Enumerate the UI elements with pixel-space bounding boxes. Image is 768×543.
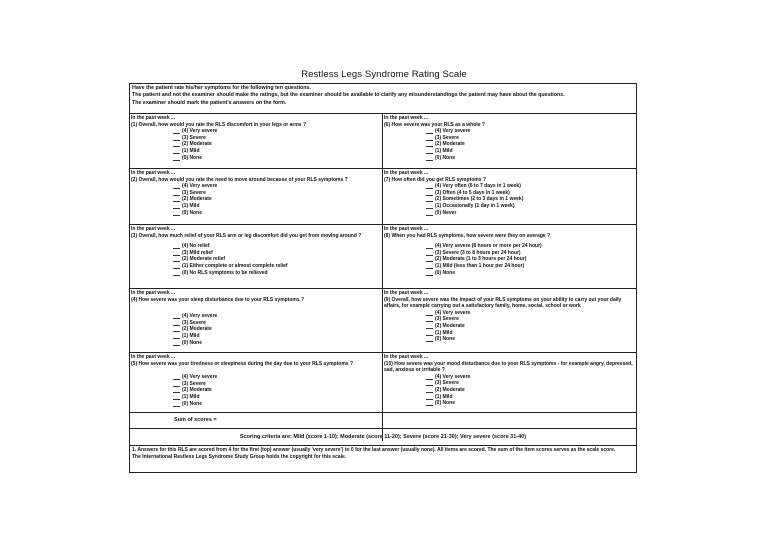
question-row [130, 168, 636, 224]
answer-options [173, 128, 381, 161]
answer-option[interactable] [426, 270, 635, 277]
question-cell-8 [383, 225, 636, 288]
answer-blank[interactable] [173, 374, 180, 380]
answer-blank[interactable] [173, 340, 180, 346]
answer-option[interactable] [173, 263, 381, 270]
answer-option[interactable] [173, 340, 381, 347]
answer-blank[interactable] [426, 148, 433, 154]
answer-blank[interactable] [426, 250, 433, 256]
answer-option[interactable] [173, 381, 381, 388]
answer-blank[interactable] [426, 387, 433, 393]
answer-blank[interactable] [426, 155, 433, 161]
answer-option[interactable] [426, 310, 635, 317]
question-lead: In the past week ... [131, 354, 176, 360]
answer-blank[interactable] [426, 263, 433, 269]
answer-blank[interactable] [426, 330, 433, 336]
answer-option[interactable] [426, 400, 635, 407]
answer-blank[interactable] [173, 387, 180, 393]
question-cell-2 [130, 169, 383, 224]
answer-label: (1) Mild [182, 202, 200, 209]
answer-option[interactable] [426, 394, 635, 401]
answer-label: (0) None [182, 209, 202, 216]
answer-options [426, 183, 635, 216]
question-text: (3) Overall, how much relief of your RLS arm or leg discomfort did you get from moving around ? [131, 232, 362, 239]
answer-option[interactable] [173, 190, 381, 197]
answer-options [426, 243, 635, 276]
page-title: Restless Legs Syndrome Rating Scale [301, 69, 467, 80]
answer-label: (4) Very often (6 to 7 days in 1 week) [435, 183, 521, 190]
instructions [132, 85, 632, 107]
answer-blank[interactable] [426, 310, 433, 316]
answer-label: (4) No relief [182, 243, 210, 250]
answer-options [173, 243, 381, 276]
question-lead: In the past week ... [131, 290, 176, 296]
answer-option[interactable] [173, 155, 381, 162]
answer-label: (0) None [435, 400, 455, 407]
answer-label: (1) Either complete or almost complete relief [182, 262, 288, 269]
answer-option[interactable] [426, 263, 635, 270]
instruction-line: Have the patient rate his/her symptoms for the following ten questions. [132, 85, 311, 91]
question-text: (7) How often did you get RLS symptoms ? [384, 176, 486, 183]
answer-option[interactable] [173, 203, 381, 210]
answer-option[interactable] [173, 374, 381, 381]
answer-label: (0) None [182, 400, 202, 407]
answer-option[interactable] [426, 203, 635, 210]
answer-label: (2) Moderate [182, 326, 212, 333]
question-text: (1) Overall, how would you rate the RLS discomfort in your legs or arms ? [131, 121, 307, 128]
answer-label: (2) Moderate [182, 196, 212, 203]
answer-label: (0) None [435, 269, 455, 276]
answer-blank[interactable] [173, 148, 180, 154]
answer-option[interactable] [173, 320, 381, 327]
answer-option[interactable] [173, 326, 381, 333]
answer-option[interactable] [173, 210, 381, 217]
answer-blank[interactable] [426, 190, 433, 196]
answer-label: (0) No RLS symptoms to be relieved [182, 269, 268, 276]
scoring-criteria: Scoring criteria are: Mild (score 1-10); Moderate (score 11-20); Severe (score 21-30); Very severe (score 31-40) [130, 428, 636, 445]
answer-blank[interactable] [426, 135, 433, 141]
question-lead: In the past week ... [131, 115, 176, 121]
answer-blank[interactable] [173, 326, 180, 332]
question-cell-7 [383, 169, 636, 224]
answer-option[interactable] [426, 316, 635, 323]
question-row [130, 288, 636, 352]
question-text: (9) Overall, how severe was the impact of your RLS symptoms on your ability to carry out your daily affairs, for example carrying out a satisfactory family, home, social, school or work [384, 296, 622, 310]
answer-options [426, 374, 635, 407]
answer-label: (3) Mild relief [182, 249, 213, 256]
question-text: (10) How severe was your mood disturbance due to your RLS symptoms - for example angry, depressed, sad, anxious or irritable ? [384, 360, 633, 374]
answer-option[interactable] [426, 135, 635, 142]
answer-option[interactable] [426, 336, 635, 343]
answer-blank[interactable] [173, 135, 180, 141]
answer-label: (2) Sometimes (2 to 3 days in 1 week) [435, 196, 524, 203]
answer-blank[interactable] [173, 155, 180, 161]
answer-options [173, 374, 381, 407]
answer-option[interactable] [173, 243, 381, 250]
answer-blank[interactable] [426, 243, 433, 249]
answer-label: (2) Moderate [435, 322, 465, 329]
answer-blank[interactable] [173, 190, 180, 196]
answer-blank[interactable] [173, 250, 180, 256]
answer-blank[interactable] [173, 394, 180, 400]
answer-label: (1) Mild [435, 393, 453, 400]
answer-option[interactable] [173, 270, 381, 277]
answer-blank[interactable] [173, 263, 180, 269]
answer-label: (0) Never [435, 209, 457, 216]
answer-label: (4) Very severe [435, 128, 471, 135]
answer-label: (4) Very severe [182, 183, 218, 190]
answer-option[interactable] [173, 196, 381, 203]
answer-option[interactable] [426, 256, 635, 263]
answer-blank[interactable] [173, 401, 180, 407]
answer-label: (2) Moderate (1 to 3 hours per 24 hour) [435, 256, 527, 263]
question-row [130, 113, 636, 168]
question-cell-4 [130, 289, 383, 352]
answer-label: (3) Severe [182, 189, 206, 196]
answer-option[interactable] [426, 323, 635, 330]
question-cell-9 [383, 289, 636, 352]
answer-blank[interactable] [173, 256, 180, 262]
answer-label: (0) None [182, 154, 202, 161]
answer-blank[interactable] [426, 210, 433, 216]
question-row [130, 224, 636, 288]
answer-option[interactable] [426, 243, 635, 250]
answer-blank[interactable] [173, 320, 180, 326]
answer-label: (4) Very severe (8 hours or more per 24 hour) [435, 243, 542, 250]
answer-label: (3) Often (4 to 5 days in 1 week) [435, 189, 510, 196]
question-lead: In the past week ... [384, 170, 429, 176]
footnote-line: 1. Answers for this RLS are scored from 4 for the first (top) answer (usually 'very severe') to 0 for the last answer (usually none). All items are scored. The sum of the item scores serves as the scale score. [132, 447, 616, 453]
answer-option[interactable] [426, 380, 635, 387]
answer-label: (2) Moderate relief [182, 256, 226, 263]
question-text: (4) How severe was your sleep disturbance due to your RLS symptoms ? [131, 296, 305, 303]
answer-blank[interactable] [173, 141, 180, 147]
answer-option[interactable] [173, 401, 381, 408]
answer-option[interactable] [426, 141, 635, 148]
question-text: (6) How severe was your RLS as a whole ? [384, 121, 485, 128]
answer-label: (4) Very severe [182, 313, 218, 320]
answer-option[interactable] [173, 387, 381, 394]
answer-option[interactable] [426, 210, 635, 217]
answer-label: (1) Mild [435, 147, 453, 154]
answer-label: (0) None [182, 339, 202, 346]
answer-option[interactable] [173, 313, 381, 320]
answer-option[interactable] [426, 190, 635, 197]
answer-option[interactable] [173, 141, 381, 148]
answer-option[interactable] [426, 148, 635, 155]
answer-blank[interactable] [426, 380, 433, 386]
answer-option[interactable] [173, 256, 381, 263]
answer-option[interactable] [173, 333, 381, 340]
answer-label: (3) Severe [435, 134, 459, 141]
answer-blank[interactable] [426, 270, 433, 276]
answer-blank[interactable] [426, 323, 433, 329]
rating-form [129, 83, 637, 473]
footnote [130, 445, 636, 462]
answer-label: (1) Mild (less than 1 hour per 24 hour) [435, 262, 525, 269]
answer-label: (2) Moderate [182, 141, 212, 148]
answer-blank[interactable] [173, 196, 180, 202]
answer-option[interactable] [426, 196, 635, 203]
answer-options [173, 313, 381, 346]
answer-label: (1) Mild [435, 329, 453, 336]
answer-label: (3) Severe (3 to 8 hours per 24 hour) [435, 249, 521, 256]
answer-options [426, 310, 635, 343]
answer-label: (0) None [435, 336, 455, 343]
answer-options [426, 128, 635, 161]
answer-option[interactable] [173, 128, 381, 135]
answer-blank[interactable] [173, 203, 180, 209]
answer-option[interactable] [426, 155, 635, 162]
answer-option[interactable] [173, 183, 381, 190]
answer-label: (3) Severe [182, 319, 206, 326]
answer-label: (3) Severe [182, 380, 206, 387]
answer-label: (4) Very severe [182, 128, 218, 135]
answer-blank[interactable] [426, 374, 433, 380]
answer-label: (1) Mild [182, 393, 200, 400]
sum-row [130, 412, 636, 428]
answer-option[interactable] [426, 183, 635, 190]
answer-blank[interactable] [426, 316, 433, 322]
answer-blank[interactable] [426, 400, 433, 406]
answer-label: (2) Moderate [435, 386, 465, 393]
answer-blank[interactable] [426, 394, 433, 400]
answer-option[interactable] [173, 148, 381, 155]
answer-blank[interactable] [426, 141, 433, 147]
answer-blank[interactable] [426, 196, 433, 202]
answer-option[interactable] [426, 250, 635, 257]
answer-blank[interactable] [173, 313, 180, 319]
question-grid [130, 113, 636, 441]
answer-label: (4) Very severe [435, 309, 471, 316]
question-lead: In the past week ... [384, 115, 429, 121]
question-text: (5) How severe was your tiredness or sleepiness during the day due to your RLS symptoms ? [131, 360, 354, 367]
question-text: (8) When you had RLS symptoms, how severe were they on average ? [384, 232, 551, 239]
question-cell-1 [130, 114, 383, 168]
footnote-line: The International Restless Legs Syndrome Study Group holds the copyright for this scale. [132, 453, 347, 460]
answer-label: (1) Mild [182, 147, 200, 154]
answer-blank[interactable] [173, 210, 180, 216]
answer-label: (3) Severe [182, 134, 206, 141]
sum-label: Sum of scores = [174, 417, 217, 423]
question-lead: In the past week ... [131, 170, 176, 176]
answer-option[interactable] [426, 128, 635, 135]
answer-blank[interactable] [173, 381, 180, 387]
answer-blank[interactable] [173, 183, 180, 189]
answer-label: (1) Mild [182, 332, 200, 339]
answer-label: (3) Severe [435, 316, 459, 323]
question-lead: In the past week ... [384, 290, 429, 296]
answer-label: (4) Very severe [435, 373, 471, 380]
answer-blank[interactable] [426, 256, 433, 262]
answer-option[interactable] [173, 394, 381, 401]
question-lead: In the past week ... [384, 354, 429, 360]
answer-label: (0) None [435, 154, 455, 161]
answer-option[interactable] [173, 250, 381, 257]
answer-blank[interactable] [173, 270, 180, 276]
answer-blank[interactable] [426, 336, 433, 342]
answer-label: (2) Moderate [182, 387, 212, 394]
answer-blank[interactable] [426, 128, 433, 134]
answer-blank[interactable] [426, 183, 433, 189]
answer-blank[interactable] [173, 243, 180, 249]
instruction-line: The examiner should mark the patient's answers on the form. [132, 99, 287, 106]
answer-option[interactable] [426, 330, 635, 337]
answer-option[interactable] [426, 374, 635, 381]
question-text: (2) Overall, how would you rate the need to move around because of your RLS symptoms ? [131, 176, 348, 183]
answer-blank[interactable] [173, 333, 180, 339]
answer-label: (2) Moderate [435, 141, 465, 148]
question-cell-6 [383, 114, 636, 168]
question-cell-3 [130, 225, 383, 288]
question-lead: In the past week ... [131, 226, 176, 232]
instruction-line: The patient and not the examiner should make the ratings, but the examiner should be available to clarify any misunderstandings the patient may have about the questions. [132, 92, 565, 99]
answer-options [173, 183, 381, 216]
answer-option[interactable] [426, 387, 635, 394]
answer-option[interactable] [173, 135, 381, 142]
answer-label: (3) Severe [435, 380, 459, 387]
answer-label: (1) Occasionally (1 day in 1 week) [435, 202, 515, 209]
question-lead: In the past week ... [384, 226, 429, 232]
answer-blank[interactable] [173, 128, 180, 134]
answer-label: (4) Very severe [182, 374, 218, 381]
answer-blank[interactable] [426, 203, 433, 209]
